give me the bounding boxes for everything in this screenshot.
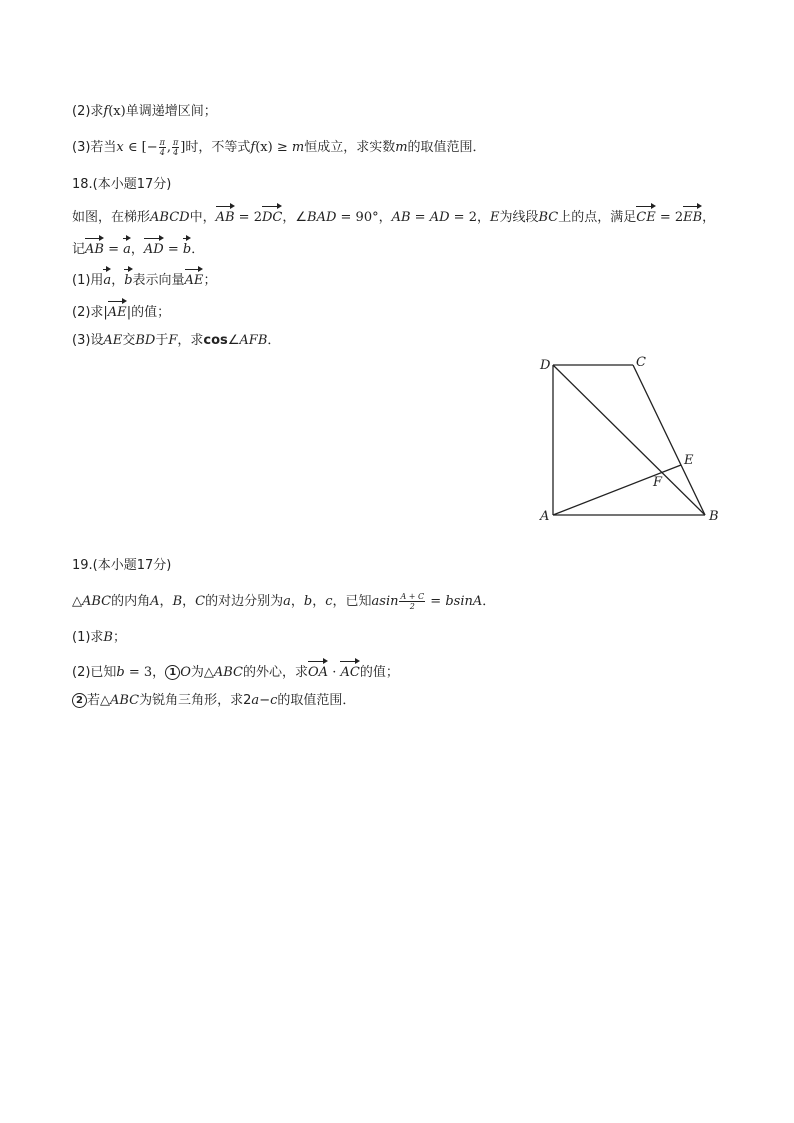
math-f: f [250, 140, 256, 155]
math-bracket: ] [180, 140, 186, 155]
label-C: C [636, 355, 646, 370]
vector-b: b [183, 237, 191, 260]
segment-ae [553, 465, 681, 515]
vector-ae: AE [185, 268, 204, 291]
vector-eb: EB [683, 205, 702, 228]
text: 单调递增区间； [125, 104, 217, 119]
vector-ae: AE [108, 300, 127, 323]
q19-part1: (1)求B； [72, 630, 126, 645]
q19-part2: (2)已知b = 3， 1 O为△ABC的外心，求OA · AC的值； [72, 660, 399, 683]
text: 恒成立，求实数 [304, 140, 396, 155]
vector-ab: AB [216, 205, 235, 228]
label-A: A [540, 509, 550, 524]
math-f: f [103, 104, 109, 119]
math-bracket: [− [141, 140, 158, 155]
label-F: F [653, 475, 663, 490]
q18-part2: (2)求|AE|的值； [72, 300, 170, 323]
math-comma: , [166, 140, 172, 155]
q18-statement-line1: 如图，在梯形ABCD中，AB = 2DC，∠BAD = 90°，AB = AD = 2，E为线段BC上的点，满足CE = 2EB， [72, 205, 715, 228]
vector-a: a [103, 268, 111, 291]
circled-number-1: 1 [165, 665, 180, 680]
math-x: x [116, 140, 124, 155]
fraction-pi-over-4: $\frac{\pi}{4}$ [173, 138, 179, 157]
segment-cb [633, 365, 705, 515]
text: 的取值范围． [407, 140, 486, 155]
circled-number-2: 2 [72, 693, 87, 708]
text: (3)若当 [72, 140, 117, 155]
vector-b: b [124, 268, 132, 291]
text: 时，不等式 [185, 140, 251, 155]
text: (2)求 [72, 104, 104, 119]
math-in: ∈ [123, 140, 142, 155]
vector-ac: AC [340, 660, 359, 683]
label-E: E [684, 453, 694, 468]
math-m: m [291, 140, 305, 155]
fraction-a-plus-c-over-2: $\frac{A + C}{2}$ [400, 592, 425, 611]
q19-statement: △ABC的内角A，B，C的对边分别为a，b，c，已知asin $\frac{A + C}{2}$ = bsinA． [72, 592, 496, 611]
label-B: B [709, 509, 719, 524]
math-x: (x) [255, 140, 273, 155]
segment-db [553, 365, 705, 515]
q18-part3: (3)设AE交BD于F，求cos∠AFB． [72, 333, 281, 348]
q18-statement-line2: 记AB = a，AD = b． [72, 237, 204, 260]
label-D: D [540, 358, 551, 373]
vector-ad: AD [144, 237, 164, 260]
q18-header: 18.(本小题17分) [72, 177, 172, 192]
math-x: (x) [108, 104, 126, 119]
vector-a: a [123, 237, 131, 260]
vector-ce: CE [636, 205, 655, 228]
math-ge: ≥ [272, 140, 292, 155]
vector-dc: DC [262, 205, 282, 228]
vector-oa: OA [308, 660, 328, 683]
fraction-pi-over-4: $\frac{\pi}{4}$ [159, 138, 165, 157]
q17-part3 [72, 138, 486, 158]
q17-part2 [72, 102, 217, 122]
math-m: m [395, 140, 408, 155]
vector-ab: AB [85, 237, 104, 260]
q18-part1: (1)用a，b表示向量AE； [72, 268, 216, 291]
q19-header: 19.(本小题17分) [72, 558, 172, 573]
trapezoid-figure [530, 350, 730, 530]
q19-part3: 2 若△ABC为锐角三角形，求2a−c的取值范围． [72, 691, 355, 711]
